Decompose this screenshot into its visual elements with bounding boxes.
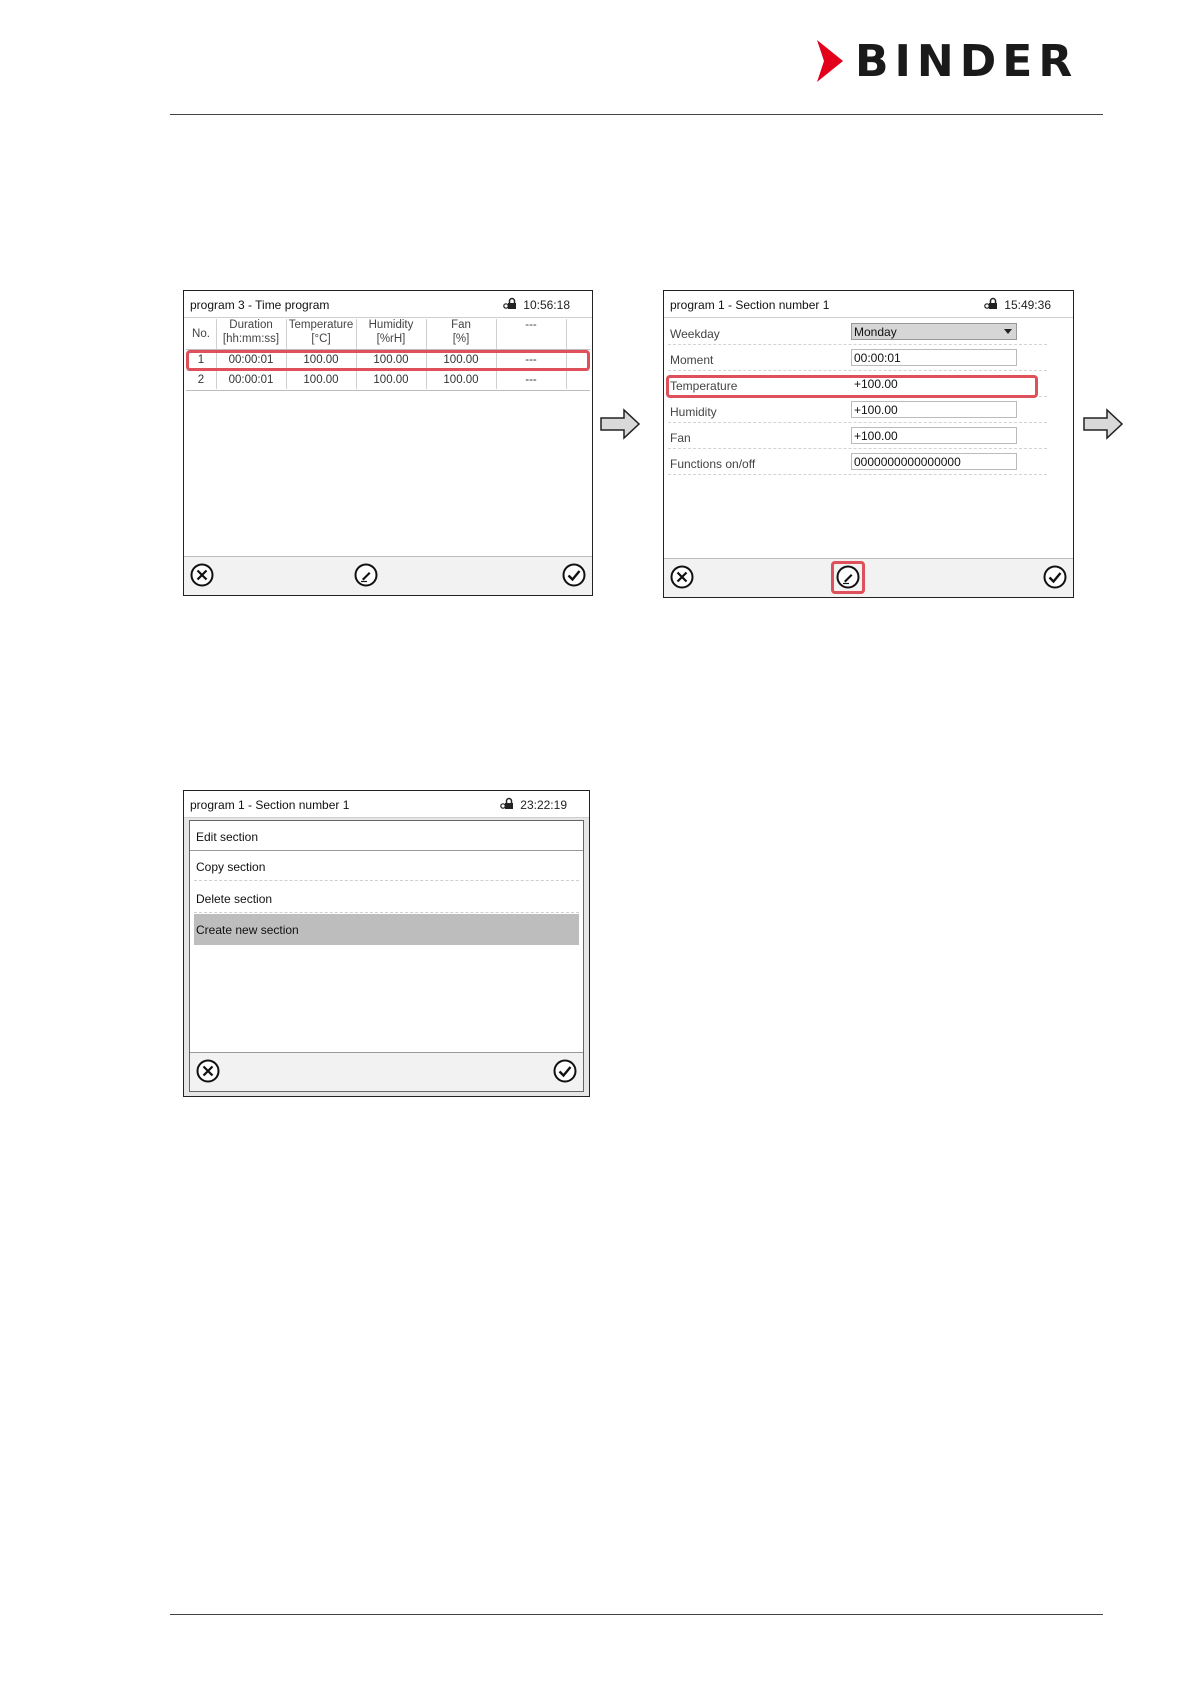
weekday-select[interactable]: Monday — [851, 323, 1017, 340]
footer-rule — [170, 1614, 1103, 1615]
cell-no: 2 — [197, 374, 205, 386]
lock-icon — [500, 797, 513, 810]
binder-logo-icon — [815, 40, 845, 82]
next-arrow-icon — [1083, 408, 1123, 440]
moment-input[interactable]: 00:00:01 — [851, 349, 1017, 366]
titlebar — [184, 791, 589, 818]
lock-icon — [984, 297, 997, 310]
cell-fan: 100.00 — [443, 374, 479, 386]
field-label: Weekday — [670, 327, 720, 341]
cell-fan: 100.00 — [443, 354, 479, 366]
lock-icon — [503, 297, 516, 310]
field-weekday — [668, 321, 1047, 345]
header-temperature: Temperature [°C] — [288, 319, 354, 345]
humidity-input[interactable]: +100.00 — [851, 401, 1017, 418]
field-fan — [668, 425, 1047, 449]
fan-input[interactable]: +100.00 — [851, 427, 1017, 444]
field-highlight — [666, 375, 1038, 398]
button-bar — [190, 1052, 583, 1091]
screen-title: program 3 - Time program — [190, 298, 330, 312]
context-menu — [189, 820, 584, 1092]
clock: 10:56:18 — [523, 298, 570, 312]
header-rule — [170, 114, 1103, 115]
edit-icon[interactable] — [836, 565, 860, 589]
header-extra: --- — [525, 319, 537, 331]
screen-time-program — [183, 290, 593, 596]
confirm-icon[interactable] — [553, 1059, 577, 1083]
edit-icon[interactable] — [354, 563, 378, 587]
cancel-icon[interactable] — [670, 565, 694, 589]
row-highlight — [186, 350, 590, 371]
header-fan: Fan [%] — [451, 319, 471, 345]
field-label: Moment — [670, 353, 714, 367]
chevron-down-icon — [1004, 329, 1012, 334]
header-duration: Duration [hh:mm:ss] — [222, 319, 280, 345]
header-no: No. — [192, 328, 210, 340]
field-moment — [668, 347, 1047, 371]
cell-temperature: 100.00 — [303, 374, 339, 386]
next-arrow-icon — [600, 408, 640, 440]
titlebar — [664, 291, 1073, 318]
cancel-icon[interactable] — [196, 1059, 220, 1083]
button-bar — [184, 556, 592, 595]
binder-logo — [815, 36, 1115, 87]
clock: 15:49:36 — [1004, 298, 1051, 312]
menu-item-edit-section[interactable]: Edit section — [190, 821, 583, 851]
field-label: Humidity — [670, 405, 717, 419]
brand-name: BINDER — [855, 36, 1079, 87]
confirm-icon[interactable] — [562, 563, 586, 587]
cell-humidity: 100.00 — [373, 374, 409, 386]
menu-item-create-new-section[interactable]: Create new section — [194, 914, 579, 945]
cancel-icon[interactable] — [190, 563, 214, 587]
cell-duration: 00:00:01 — [228, 374, 274, 386]
cell-humidity: 100.00 — [373, 354, 409, 366]
functions-input[interactable]: 0000000000000000 — [851, 453, 1017, 470]
cell-temperature: 100.00 — [303, 354, 339, 366]
table-row[interactable] — [186, 371, 590, 391]
cell-extra: --- — [525, 354, 537, 366]
field-functions — [668, 451, 1047, 475]
cell-extra: --- — [525, 374, 537, 386]
cell-no: 1 — [197, 354, 205, 366]
screen-section-edit — [663, 290, 1074, 598]
header-humidity: Humidity [%rH] — [368, 319, 414, 345]
screen-section-menu — [183, 790, 590, 1097]
field-label: Temperature — [670, 379, 738, 393]
field-humidity — [668, 399, 1047, 423]
menu-item-delete-section[interactable]: Delete section — [194, 883, 579, 913]
screen-title: program 1 - Section number 1 — [670, 298, 830, 312]
menu-item-copy-section[interactable]: Copy section — [194, 851, 579, 881]
cell-duration: 00:00:01 — [228, 354, 274, 366]
titlebar — [184, 291, 592, 318]
field-label: Functions on/off — [670, 457, 756, 471]
clock: 23:22:19 — [520, 798, 567, 812]
temperature-input[interactable]: +100.00 — [851, 375, 1017, 392]
confirm-icon[interactable] — [1043, 565, 1067, 589]
button-bar — [664, 558, 1073, 597]
field-label: Fan — [670, 431, 691, 445]
screen-title: program 1 - Section number 1 — [190, 798, 350, 812]
